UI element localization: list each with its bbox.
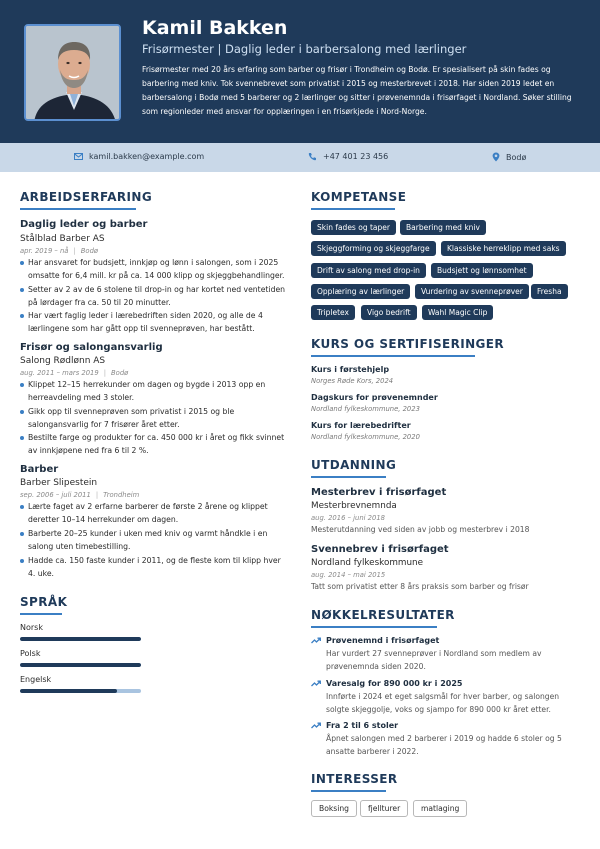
cert-title: Kurs i førstehjelp: [311, 365, 390, 374]
education-title: Svennebrev i frisørfaget: [311, 544, 449, 555]
contact-phone[interactable]: [308, 152, 388, 161]
cert-meta: Norges Røde Kors, 2024: [311, 377, 394, 385]
skill-chip: Tripletex: [311, 305, 355, 320]
skill-chip: Vurdering av svenneprøver: [415, 284, 529, 299]
job-dates: apr. 2019 – nå: [20, 247, 69, 255]
skill-chip: Wahl Magic Clip: [422, 305, 493, 320]
education-school: Nordland fylkeskommune: [311, 558, 424, 568]
contact-location: [492, 152, 526, 162]
skills-heading-rule: [311, 208, 395, 210]
skill-chip: Budsjett og lønnsomhet: [431, 263, 533, 278]
achievement-description: Har vurdert 27 svenneprøver i Nordland som medlem av prøvenemnda siden 2020.: [326, 649, 542, 671]
education-title: Mesterbrev i frisørfaget: [311, 487, 447, 498]
contact-phone-text: +47 401 23 456: [323, 152, 389, 161]
cert-meta: Nordland fylkeskommune, 2020: [311, 433, 420, 441]
achievement-title: Prøvenemnd i frisørfaget: [326, 636, 440, 645]
job-title: Barber: [20, 464, 59, 475]
achievement-description: Åpnet salongen med 2 barberer i 2019 og hadde 6 stoler og 5 ansatte barberer i 2022.: [326, 734, 562, 756]
language-name: Engelsk: [20, 675, 52, 684]
job-dates: aug. 2011 – mars 2019: [20, 369, 99, 377]
job-bullet: Gikk opp til svenneprøven som privatist i 2015 og ble salongansvarlig for 7 frisører året etter.: [20, 405, 290, 432]
interests-heading: INTERESSER: [311, 772, 398, 786]
job-meta: apr. 2019 – nå | Bodø: [20, 247, 99, 255]
skill-chip: Barbering med kniv: [400, 220, 486, 235]
contact-location-text: Bodø: [506, 152, 527, 162]
achievements-heading: NØKKELRESULTATER: [311, 608, 455, 622]
education-heading-rule: [311, 476, 386, 478]
achievement-title: Fra 2 til 6 stoler: [326, 721, 399, 730]
interest-tag: fjellturer: [360, 800, 408, 817]
language-name: Norsk: [20, 623, 43, 632]
experience-heading-rule: [20, 208, 136, 210]
trend-up-icon: [311, 637, 321, 644]
education-dates: aug. 2014 – mai 2015: [311, 571, 386, 579]
job-title: Daglig leder og barber: [20, 219, 148, 230]
job-bullet: Lærte faget av 2 erfarne barberer de første 2 årene og klippet deretter 10–14 herrekunder om dagen.: [20, 500, 290, 527]
job-location: Bodø: [80, 247, 99, 255]
job-bullet: Barberte 20–25 kunder i uken med kniv og varmt håndkle i en salong uten timebestilling.: [20, 527, 290, 554]
skill-chip: Skjeggforming og skjeggfarge: [311, 241, 436, 256]
job-company: Stålblad Barber AS: [20, 234, 105, 244]
achievements-heading-rule: [311, 626, 437, 628]
language-level-fill: [20, 663, 141, 667]
job-bullet: Har ansvaret for budsjett, innkjøp og lønn i salongen, som i 2025 omsatte for 6,4 mill. kr på ca. 14 000 klipp og skjeggbehandlinger.: [20, 256, 290, 283]
cert-title: Dagskurs for prøvenemnder: [311, 393, 438, 402]
profile-photo: [24, 24, 121, 121]
skills-heading: KOMPETANSE: [311, 190, 407, 204]
skill-chip: Vigo bedrift: [361, 305, 417, 320]
skill-chip: Klassiske herreklipp med saks: [441, 241, 566, 256]
job-bullet: Har vært faglig leder i lærebedriften siden 2020, og alle de 4 lærlingene som har gått opp til svenneprøven, har bestått.: [20, 309, 290, 336]
education-school: Mesterbrevnemnda: [311, 501, 397, 511]
language-level-fill: [20, 637, 141, 641]
candidate-headline: Frisørmester | Daglig leder i barbersalong med lærlinger: [142, 42, 467, 56]
languages-heading-rule: [20, 613, 62, 615]
education-heading: UTDANNING: [311, 458, 397, 472]
job-title: Frisør og salongansvarlig: [20, 342, 163, 353]
language-level-bar: [20, 637, 141, 641]
profile-summary: Frisørmester med 20 års erfaring som barber og frisør i Trondheim og Bodø. Er spesialisert på skin fades og barbering med kniv. Tok svennebrevet som privatist i 2015 og mesterbrevet i 2018. Har siden 2019 ledet en barbersalong i Bodø med 5 barberer og 2 lærlinger og sitter i prøvenemnda i frisørfaget i Nordland. Søker stilling som regionleder med ansvar for opplæringen i en frisørkjede i Nord-Norge.: [142, 65, 572, 116]
header: [0, 0, 600, 143]
job-company: Barber Slipestein: [20, 478, 98, 488]
phone-icon: [308, 152, 317, 161]
job-dates: sep. 2006 – juli 2011: [20, 491, 91, 499]
job-meta: aug. 2011 – mars 2019 | Bodø: [20, 369, 129, 377]
job-bullet: Setter av 2 av de 6 stolene til drop-in og har kortet ned ventetiden på lørdager fra ca. 50 til 20 minutter.: [20, 283, 290, 310]
language-level-bar: [20, 663, 141, 667]
contact-email[interactable]: [74, 152, 204, 161]
interest-tag: matlaging: [413, 800, 467, 817]
language-name: Polsk: [20, 649, 41, 658]
job-bullet: Klippet 12–15 herrekunder om dagen og bygde i 2013 opp en herreavdeling med 3 stoler.: [20, 378, 290, 405]
job-bullet: Bestilte farge og produkter for ca. 450 000 kr i året og fikk svinnet av innkjøpene ned fra 6 til 2 %.: [20, 431, 290, 458]
education-description: Tatt som privatist etter 8 års praksis som barber og frisør: [311, 582, 529, 591]
job-location: Trondheim: [103, 491, 140, 499]
envelope-icon: [74, 153, 83, 160]
trend-up-icon: [311, 680, 321, 687]
experience-heading: ARBEIDSERFARING: [20, 190, 153, 204]
certifications-heading: KURS OG SERTIFISERINGER: [311, 337, 505, 351]
portrait-image: [26, 26, 121, 121]
job-meta: sep. 2006 – juli 2011 | Trondheim: [20, 491, 140, 499]
skill-chip: Skin fades og taper: [311, 220, 396, 235]
achievement-description: Innførte i 2024 et eget salgsmål for hver barber, og salongen solgte skjeggolje, voks og sjampo for 890 000 kr året etter.: [326, 692, 560, 714]
contact-email-text: kamil.bakken@example.com: [89, 152, 205, 161]
cert-meta: Nordland fylkeskommune, 2023: [311, 405, 420, 413]
skill-chip: Drift av salong med drop-in: [311, 263, 426, 278]
skill-chip: Fresha: [531, 284, 568, 299]
education-description: Mesterutdanning ved siden av jobb og mesterbrev i 2018: [311, 525, 530, 534]
certifications-heading-rule: [311, 355, 475, 357]
language-level-fill: [20, 689, 117, 693]
job-location: Bodø: [111, 369, 129, 377]
job-bullet: Hadde ca. 150 faste kunder i 2011, og de fleste kom til klipp hver 4. uke.: [20, 554, 290, 581]
language-level-bar: [20, 689, 141, 693]
interest-tag: Boksing: [311, 800, 357, 817]
candidate-name: Kamil Bakken: [142, 17, 288, 39]
education-dates: aug. 2016 – juni 2018: [311, 514, 385, 522]
cert-title: Kurs for lærebedrifter: [311, 421, 411, 430]
job-company: Salong Rødlønn AS: [20, 356, 106, 366]
contact-bar: [0, 143, 600, 172]
achievement-title: Varesalg for 890 000 kr i 2025: [326, 679, 463, 688]
map-pin-icon: [492, 152, 500, 162]
trend-up-icon: [311, 722, 321, 729]
languages-heading: SPRÅK: [20, 595, 68, 609]
skill-chip: Opplæring av lærlinger: [311, 284, 410, 299]
interests-heading-rule: [311, 790, 386, 792]
